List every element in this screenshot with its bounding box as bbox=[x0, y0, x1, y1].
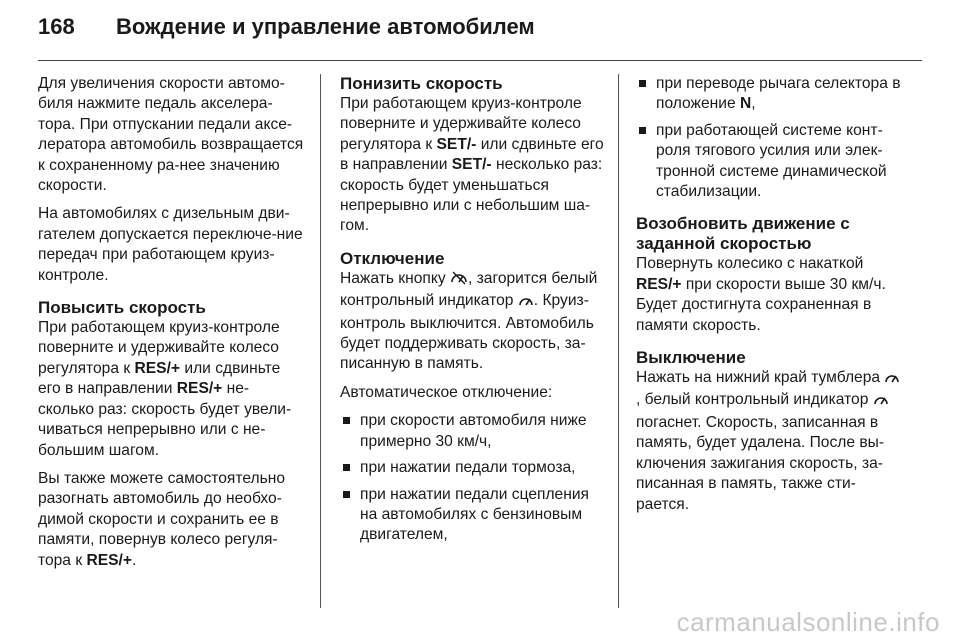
list-item bbox=[636, 74, 902, 115]
control-label: SET/- bbox=[451, 156, 492, 174]
list-item-text: при нажатии педали тормоза, bbox=[360, 459, 576, 477]
control-label: RES/+ bbox=[636, 275, 682, 293]
paragraph bbox=[340, 269, 606, 375]
paragraph: На автомобилях с дизельным дви-гателем допускается переключе-ние передач при работающем круиз-контроле. bbox=[38, 205, 303, 284]
list-item bbox=[636, 121, 902, 203]
cruise-control-indicator-icon bbox=[884, 370, 900, 390]
paragraph bbox=[636, 368, 902, 515]
paragraph: Для увеличения скорости автомо-биля нажмите педаль акселера-тора. При отпускании педали аксе-лератора автомобиль возвращается к сохраненному ра-нее значению скорости. bbox=[38, 75, 304, 195]
page-header bbox=[38, 14, 920, 48]
column-divider bbox=[618, 74, 619, 608]
text: не-сколько раз: скорость будет увели-чиваться непрерывно или с не-большим шагом. bbox=[38, 380, 292, 459]
text: Вы также можете самостоятельно разогнать автомобиль до необхо-димой скорости и сохранить ее в памяти, повернув колесо регуля-тора к bbox=[38, 469, 285, 569]
section-heading: Понизить скорость bbox=[340, 74, 503, 93]
section-heading: Отключение bbox=[340, 248, 445, 268]
text: погаснет. Скорость, записанная в память, будет удалена. После вы-ключения зажигания скорость, за-писанная в память, также сти-рается. bbox=[636, 413, 885, 513]
control-label: SET/- bbox=[436, 135, 477, 153]
section-heading: Повысить скорость bbox=[38, 298, 206, 318]
text: или сдвиньте его в направлении bbox=[340, 135, 604, 174]
section-deactivation bbox=[340, 249, 606, 546]
page-title: Вождение и управление автомобилем bbox=[116, 14, 535, 39]
list-item bbox=[340, 411, 606, 452]
text: , bbox=[751, 95, 756, 113]
list-item-text: при работающей системе конт-роля тягового усилия или элек-тронной системе динамической стабилизации. bbox=[656, 121, 887, 201]
list-item-text: при скорости автомобиля ниже примерно 30 км/ч, bbox=[360, 412, 587, 450]
text: Нажать кнопку bbox=[340, 269, 450, 287]
bullet bbox=[639, 127, 646, 134]
text: . Круиз-контроль выключится. Автомобиль будет поддерживать скорость, за-писанную в память. bbox=[340, 292, 594, 373]
section-decrease-speed bbox=[340, 74, 606, 237]
bullet bbox=[343, 491, 350, 498]
text: или сдвиньте его в направлении bbox=[38, 359, 281, 398]
text: , белый контрольный индикатор bbox=[636, 391, 873, 409]
column-divider bbox=[320, 74, 321, 608]
list-item bbox=[340, 458, 606, 478]
bullet bbox=[639, 80, 646, 87]
text: Нажать на нижний край тумблера bbox=[636, 369, 885, 387]
bullet bbox=[343, 417, 350, 424]
section-heading: Выключение bbox=[636, 348, 746, 368]
paragraph bbox=[340, 94, 606, 237]
auto-deactivation-list-continued bbox=[636, 74, 902, 202]
watermark: carmanualsonline.info bbox=[676, 607, 940, 637]
control-label: RES/+ bbox=[86, 551, 132, 569]
text: При работающем круиз-контроле поверните и удерживайте колесо регулятора к bbox=[38, 319, 280, 377]
section-increase-speed bbox=[38, 298, 304, 571]
cruise-control-indicator-icon bbox=[873, 392, 889, 412]
column-2 bbox=[340, 74, 606, 552]
header-rule bbox=[38, 60, 922, 61]
list-item bbox=[340, 485, 606, 546]
section-heading: Возобновить движение с заданной скоростью bbox=[636, 214, 850, 254]
paragraph: Автоматическое отключение: bbox=[340, 383, 553, 401]
section-resume-speed bbox=[636, 214, 902, 336]
text: , загорится белый контрольный индикатор bbox=[340, 269, 598, 310]
section-switch-off bbox=[636, 348, 902, 515]
text: при скорости выше 30 км/ч. Будет достигнута сохраненная в памяти скорость. bbox=[636, 275, 886, 334]
control-label: N bbox=[739, 95, 752, 113]
column-1 bbox=[38, 74, 304, 579]
control-label: RES/+ bbox=[134, 359, 181, 377]
text: несколько раз: скорость будет уменьшаться непрерывно или с небольшим ша-гом. bbox=[340, 156, 603, 235]
text: . bbox=[132, 551, 137, 569]
control-label: RES/+ bbox=[176, 380, 223, 398]
paragraph bbox=[38, 469, 304, 571]
list-item-text: при нажатии педали сцепления на автомобилях с бензиновым двигателем, bbox=[360, 485, 589, 544]
bullet bbox=[343, 464, 350, 471]
text: Повернуть колесико с накаткой bbox=[636, 255, 864, 273]
column-3 bbox=[636, 74, 902, 523]
auto-deactivation-list bbox=[340, 411, 606, 545]
paragraph bbox=[636, 254, 902, 336]
cruise-control-indicator-icon bbox=[518, 293, 534, 313]
page-number: 168 bbox=[38, 14, 75, 39]
text: При работающем круиз-контроле поверните и удерживайте колесо регулятора к bbox=[340, 95, 582, 153]
paragraph bbox=[38, 318, 304, 461]
text: при переводе рычага селектора в положение bbox=[656, 75, 901, 113]
cruise-cancel-icon bbox=[450, 271, 468, 291]
